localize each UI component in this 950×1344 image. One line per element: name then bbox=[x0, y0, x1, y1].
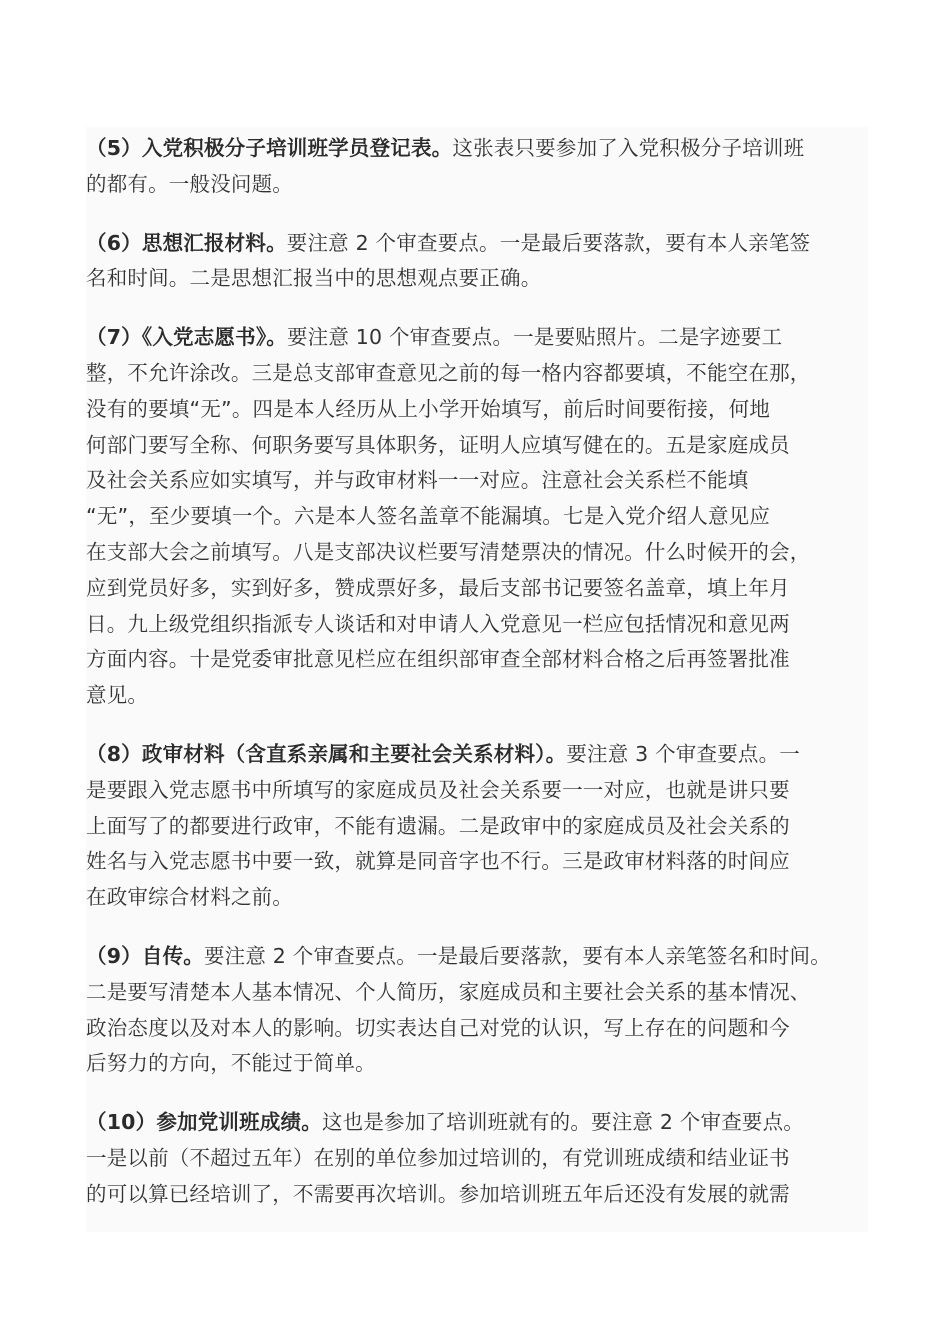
paragraph-5 bbox=[86, 127, 868, 203]
paragraph-heading: （10）参加党训班成绩。 bbox=[86, 1110, 322, 1135]
paragraph-text: 要注意 2 个审查要点。一是最后要落款，要有本人亲笔签名和时间。 二是要写清楚本人基本情况、个人简历，家庭成员和主要社会关系的基本情况、 政治态度以及对本人的影响。切实表达自己对党的认识，写上存在的问题和今 后努力的方向，不能过于简单。 bbox=[86, 943, 831, 1076]
paragraph-7 bbox=[86, 316, 868, 714]
paragraph-10 bbox=[86, 1101, 868, 1212]
paragraph-heading: （8）政审材料（含直系亲属和主要社会关系材料）。 bbox=[86, 741, 567, 766]
paragraph-heading: （9）自传。 bbox=[86, 943, 204, 968]
paragraph-text: 这张表只要参加了入党积极分子培训班 的都有。一般没问题。 bbox=[86, 136, 805, 196]
paragraph-text: 要注意 3 个审查要点。一 是要跟入党志愿书中所填写的家庭成员及社会关系要一一对应，也就是讲只要 上面写了的都要进行政审，不能有遗漏。二是政审中的家庭成员及社会关系的 姓名与入党志愿书中要一致，就算是同音字也不行。三是政审材料落的时间应 在政审综合材料之前。 bbox=[86, 741, 800, 910]
paragraph-heading: （7）《入党志愿书》。 bbox=[86, 325, 287, 350]
paragraph-8 bbox=[86, 733, 868, 916]
paragraph-9 bbox=[86, 935, 868, 1082]
paragraph-heading: （6）思想汇报材料。 bbox=[86, 230, 287, 255]
paragraph-text: 要注意 2 个审查要点。一是最后要落款，要有本人亲笔签 名和时间。二是思想汇报当中的思想观点要正确。 bbox=[86, 230, 811, 291]
paragraph-text: 要注意 10 个审查要点。一是要贴照片。二是字迹要工 整，不允许涂改。三是总支部审查意见之前的每一格内容都要填，不能空在那， 没有的要填“无”。四是本人经历从上小学开始填写，前后时间要衔接，何地 何部门要写全称、何职务要写具体职务，证明人应填写健在的。五是家庭成员 及社会关系应如实填写，并与政审材料一一对应。注意社会关系栏不能填 “无”，至少要填一个。六是本人签名盖章不能漏填。七是入党介绍人意见应 在支部大会之前填写。八是支部决议栏要写清楚票决的情况。什么时候开的会， 应到党员好多，实到好多，赞成票好多，最后支部书记要签名盖章，填上年月 日。九上级党组织指派专人谈话和对申请人入党意见一栏应包括情况和意见两 方面内容。十是党委审批意见栏应在组织部审查全部材料合格之后再签署批准 意见。 bbox=[86, 325, 811, 708]
paragraph-heading: （5）入党积极分子培训班学员登记表。 bbox=[86, 136, 453, 160]
paragraph-text: 这也是参加了培训班就有的。要注意 2 个审查要点。 一是以前（不超过五年）在别的单位参加过培训的，有党训班成绩和结业证书 的可以算已经培训了，不需要再次培训。参加培训班五年后还没有发展的就需 bbox=[86, 1110, 805, 1206]
paragraph-6 bbox=[86, 222, 868, 298]
document-page bbox=[86, 127, 868, 1232]
